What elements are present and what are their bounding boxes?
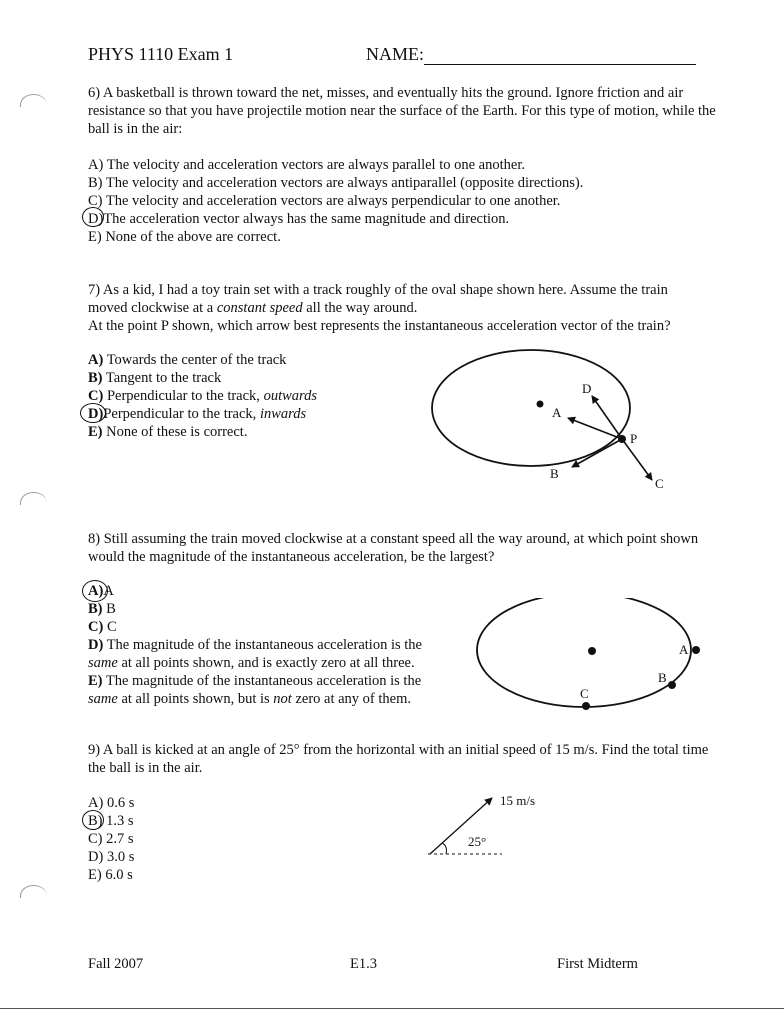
q8-option-e[interactable]: E) The magnitude of the instantaneous acceleration is the same at all points shown, but is not zero at any of them. (88, 673, 422, 707)
q7-label-d: D (582, 381, 592, 396)
q8-label-a: A (679, 642, 689, 657)
question-8-options (88, 582, 422, 708)
q7-option-e[interactable]: E) None of these is correct. (88, 424, 248, 440)
question-9-options (88, 794, 134, 884)
course-title: PHYS 1110 Exam 1 (88, 44, 234, 64)
q8-option-c[interactable]: C) C (88, 619, 117, 635)
q7-label-p: P (630, 431, 638, 446)
q9-option-c[interactable]: C) 2.7 s (88, 831, 134, 847)
q7-answer-circle-mark (80, 403, 106, 423)
q9-velocity-diagram (424, 786, 564, 866)
page-bottom-divider (0, 1008, 784, 1009)
q7-label-b: B (550, 466, 559, 481)
q8-label-b: B (658, 670, 667, 685)
name-line[interactable] (424, 64, 696, 65)
footer-semester: Fall 2007 (88, 956, 144, 972)
q7-option-b[interactable]: B) Tangent to the track (88, 370, 222, 386)
q9-answer-circle-mark (82, 810, 104, 830)
footer-exam-name: First Midterm (557, 956, 638, 972)
q7-label-a: A (552, 405, 562, 420)
q6-option-c[interactable]: C) The velocity and acceleration vectors are always perpendicular to one another. (88, 193, 561, 209)
q7-track-diagram (420, 340, 690, 500)
q7-center-dot (537, 401, 544, 408)
q8-label-c: C (580, 686, 589, 701)
q6-answer-circle-mark (82, 207, 104, 227)
q8-option-b[interactable]: B) B (88, 601, 116, 617)
question-6-text: 6) A basketball is thrown toward the net, misses, and eventually hits the ground. Ignore friction and air resistance so that you have projectile motion near the surface of the Earth. For this type of motion, while the ball is in the air: (88, 85, 716, 137)
question-9-text: 9) A ball is kicked at an angle of 25° from the horizontal with an initial speed of 15 m/s. Find the total time the ball is in the air. (88, 742, 709, 776)
binder-hole-middle (20, 492, 47, 505)
question-6-options (88, 156, 583, 246)
q9-speed-label: 15 m/s (500, 793, 536, 808)
footer-page-number: E1.3 (350, 956, 377, 972)
question-7-options (88, 351, 317, 441)
q8-point-a (692, 646, 700, 654)
q7-label-c: C (655, 476, 664, 491)
q9-option-b[interactable]: B) 1.3 s (88, 813, 134, 829)
q9-angle-arc (442, 843, 447, 854)
q6-option-a[interactable]: A) The velocity and acceleration vectors are always parallel to one another. (88, 157, 525, 173)
q9-option-e[interactable]: E) 6.0 s (88, 867, 133, 883)
q9-option-d[interactable]: D) 3.0 s (88, 849, 135, 865)
q8-point-b (668, 681, 676, 689)
question-8-text: 8) Still assuming the train moved clockwise at a constant speed all the way around, at which point shown would the magnitude of the instantaneous acceleration, be the largest? (88, 531, 699, 565)
name-label: NAME: (366, 44, 424, 64)
q6-option-e[interactable]: E) None of the above are correct. (88, 229, 281, 245)
q9-option-a[interactable]: A) 0.6 s (88, 795, 135, 811)
binder-hole-bottom (20, 885, 47, 898)
q6-option-b[interactable]: B) The velocity and acceleration vectors are always antiparallel (opposite directions). (88, 175, 584, 191)
q9-angle-label: 25° (468, 834, 487, 849)
q7-arrow-b (572, 439, 622, 467)
q6-option-d[interactable]: D)The acceleration vector always has the same magnitude and direction. (88, 211, 510, 227)
q8-center-dot (588, 647, 596, 655)
q7-option-c[interactable]: C) Perpendicular to the track, outwards (88, 388, 318, 404)
q8-option-d[interactable]: D) The magnitude of the instantaneous acceleration is the same at all points shown, and is exactly zero at all three. (88, 637, 422, 671)
binder-hole-top (20, 94, 47, 107)
q8-track-diagram (474, 598, 714, 718)
q8-option-a[interactable]: A)A (88, 583, 114, 599)
q7-option-a[interactable]: A) Towards the center of the track (88, 352, 287, 368)
q7-option-d[interactable]: D)Perpendicular to the track, inwards (88, 406, 307, 422)
q8-answer-circle-mark (82, 580, 108, 602)
question-7-text: 7) As a kid, I had a toy train set with a track roughly of the oval shape shown here. Assume the train moved clockwise at a constant speed all the way around. At the point P shown, which arrow best represents the instantaneous acceleration vector of the train? (88, 282, 671, 334)
q8-point-c (582, 702, 590, 710)
